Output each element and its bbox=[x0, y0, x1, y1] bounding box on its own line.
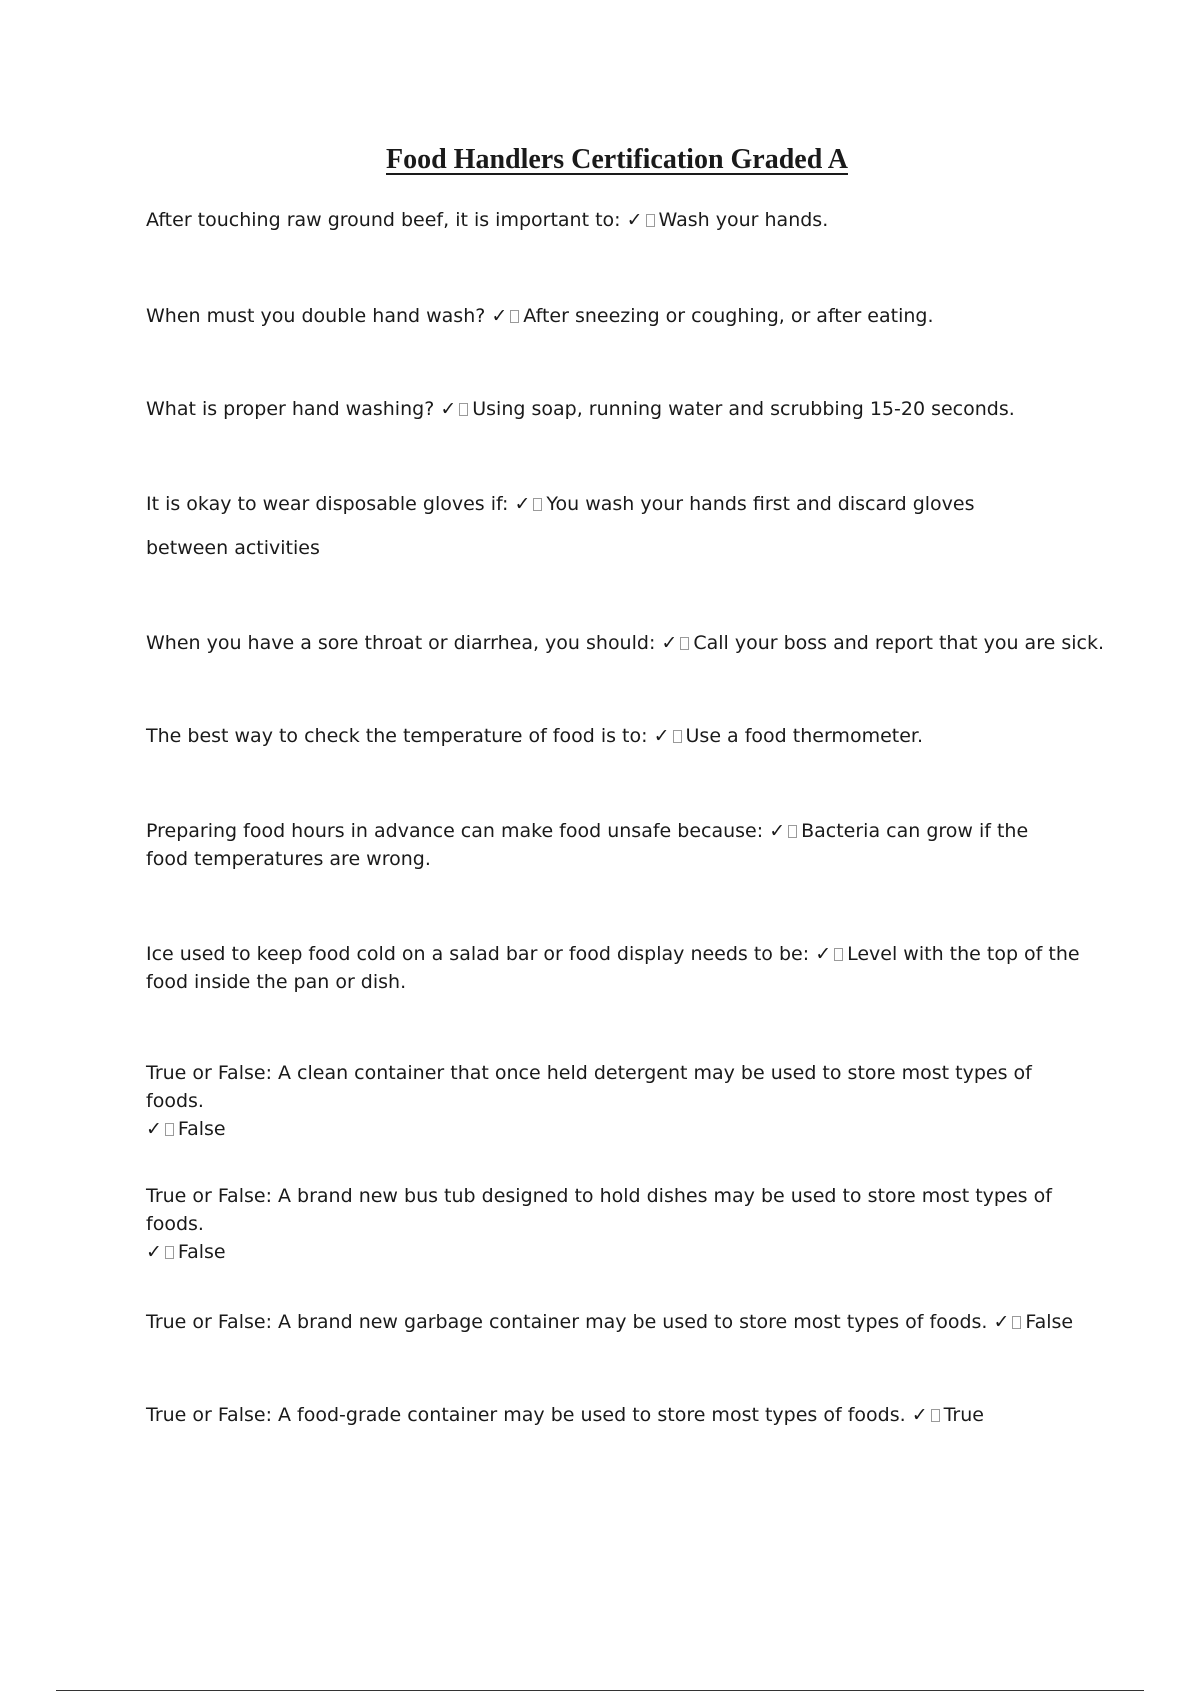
checkbox-glyph-icon bbox=[533, 498, 542, 511]
qa-item-6 bbox=[146, 722, 1106, 750]
question-text: What is proper hand washing? bbox=[146, 398, 435, 420]
check-mark-icon: ✓ bbox=[993, 1311, 1010, 1333]
qa-item-2 bbox=[146, 302, 1106, 330]
answer-text: Use a food thermometer. bbox=[685, 725, 924, 747]
answer-text: Using soap, running water and scrubbing 15-20 seconds. bbox=[472, 398, 1015, 420]
question-text: True or False: A clean container that once held detergent may be used to store most types of foods. bbox=[146, 1062, 1032, 1112]
checkbox-glyph-icon bbox=[165, 1246, 174, 1259]
checkbox-glyph-icon bbox=[1012, 1316, 1021, 1329]
check-mark-icon: ✓ bbox=[440, 398, 457, 420]
qa-item-3 bbox=[146, 395, 1106, 423]
checkbox-glyph-icon bbox=[510, 310, 519, 323]
answer-text: After sneezing or coughing, or after eating. bbox=[523, 305, 934, 327]
document-title: Food Handlers Certification Graded A bbox=[386, 144, 848, 175]
check-mark-icon: ✓ bbox=[626, 209, 643, 231]
qa-item-7 bbox=[146, 817, 1046, 873]
checkbox-glyph-icon bbox=[165, 1123, 174, 1136]
answer-text: False bbox=[177, 1118, 226, 1140]
check-mark-icon: ✓ bbox=[815, 943, 832, 965]
answer-text: True bbox=[943, 1404, 984, 1426]
qa-item-9 bbox=[146, 1059, 1086, 1143]
qa-item-4 bbox=[146, 482, 1046, 570]
question-text: When must you double hand wash? bbox=[146, 305, 486, 327]
question-text: It is okay to wear disposable gloves if: bbox=[146, 493, 509, 515]
question-text: The best way to check the temperature of food is to: bbox=[146, 725, 648, 747]
checkbox-glyph-icon bbox=[459, 403, 468, 416]
check-mark-icon: ✓ bbox=[661, 632, 678, 654]
check-mark-icon: ✓ bbox=[911, 1404, 928, 1426]
footer-divider bbox=[56, 1690, 1144, 1691]
question-text: After touching raw ground beef, it is important to: bbox=[146, 209, 621, 231]
answer-text: Wash your hands. bbox=[658, 209, 829, 231]
check-mark-icon: ✓ bbox=[514, 493, 531, 515]
qa-item-11 bbox=[146, 1308, 1106, 1336]
answer-text: Bacteria can grow if the food temperatures are wrong. bbox=[146, 820, 1029, 870]
answer-text: False bbox=[1025, 1311, 1074, 1333]
checkbox-glyph-icon bbox=[834, 948, 843, 961]
check-mark-icon: ✓ bbox=[491, 305, 508, 327]
checkbox-glyph-icon bbox=[646, 214, 655, 227]
qa-item-8 bbox=[146, 940, 1106, 996]
question-text: Preparing food hours in advance can make food unsafe because: bbox=[146, 820, 764, 842]
answer-text: Call your boss and report that you are sick. bbox=[693, 632, 1104, 654]
qa-item-1 bbox=[146, 206, 1106, 234]
checkbox-glyph-icon bbox=[931, 1409, 940, 1422]
question-text: Ice used to keep food cold on a salad bar or food display needs to be: bbox=[146, 943, 810, 965]
check-mark-icon: ✓ bbox=[653, 725, 670, 747]
question-text: True or False: A food-grade container may be used to store most types of foods. bbox=[146, 1404, 906, 1426]
answer-text: You wash your hands first and discard gloves between activities bbox=[146, 493, 975, 559]
qa-item-12 bbox=[146, 1401, 1106, 1429]
check-mark-icon: ✓ bbox=[146, 1118, 162, 1140]
qa-item-10 bbox=[146, 1182, 1086, 1266]
qa-item-5 bbox=[146, 629, 1106, 657]
checkbox-glyph-icon bbox=[788, 825, 797, 838]
answer-text: False bbox=[177, 1241, 226, 1263]
checkbox-glyph-icon bbox=[680, 637, 689, 650]
check-mark-icon: ✓ bbox=[769, 820, 786, 842]
answer-text: Level with the top of the food inside the pan or dish. bbox=[146, 943, 1080, 993]
checkbox-glyph-icon bbox=[673, 730, 682, 743]
check-mark-icon: ✓ bbox=[146, 1241, 162, 1263]
question-text: True or False: A brand new garbage container may be used to store most types of foods. bbox=[146, 1311, 988, 1333]
question-text: True or False: A brand new bus tub designed to hold dishes may be used to store most types of foods. bbox=[146, 1185, 1052, 1235]
question-text: When you have a sore throat or diarrhea, you should: bbox=[146, 632, 656, 654]
